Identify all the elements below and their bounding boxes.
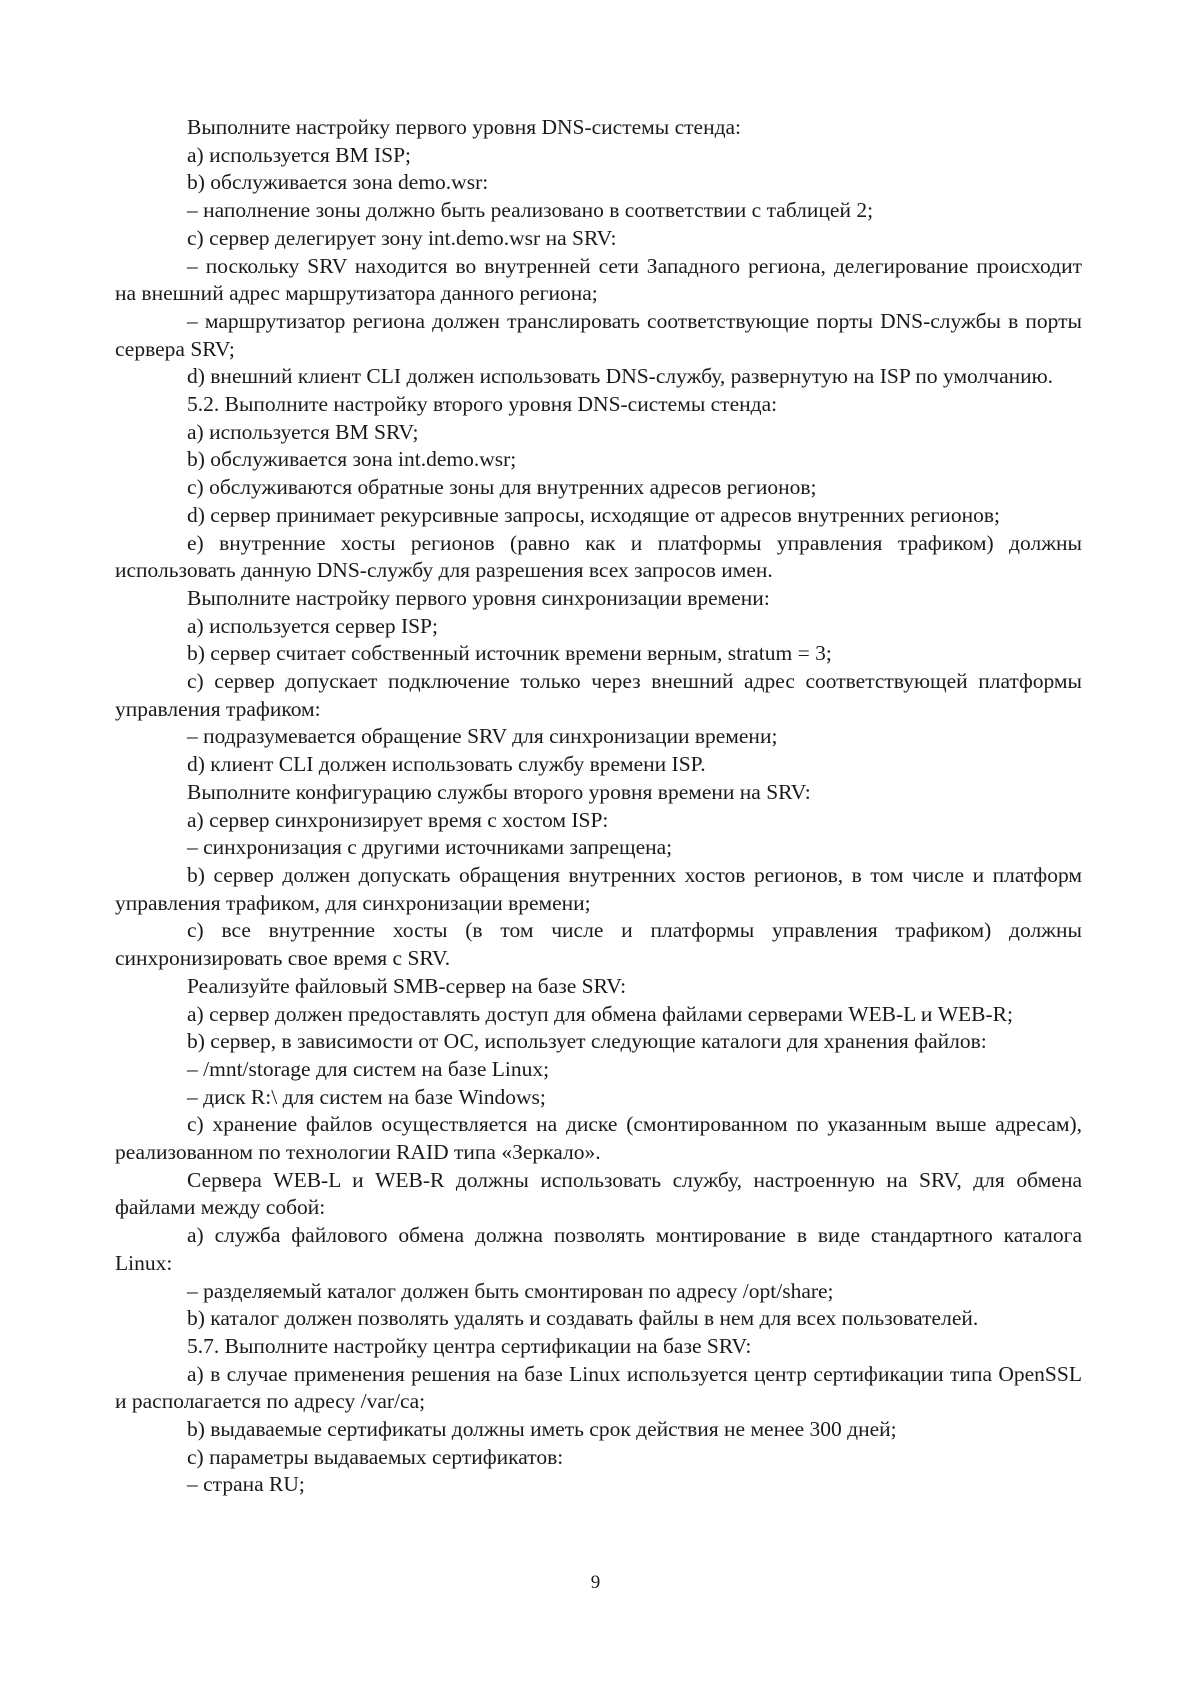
paragraph: Сервера WEB-L и WEB-R должны использовать службу, настроенную на SRV, для обмена файлами между собой: — [115, 1167, 1082, 1220]
list-item: c) все внутренние хосты (в том числе и платформы управления трафиком) должны синхронизировать свое время с SRV. — [115, 918, 1082, 971]
list-item: d) сервер принимает рекурсивные запросы, исходящие от адресов внутренних регионов; — [187, 502, 1000, 527]
list-item: – страна RU; — [187, 1472, 305, 1497]
list-item: b) каталог должен позволять удалять и создавать файлы в нем для всех пользователей. — [187, 1306, 979, 1331]
list-item: a) служба файлового обмена должна позволять монтирование в виде стандартного каталога Linux: — [115, 1223, 1082, 1275]
list-item: – разделяемый каталог должен быть смонтирован по адресу /opt/share; — [187, 1278, 834, 1303]
list-item: d) клиент CLI должен использовать службу времени ISP. — [187, 752, 706, 777]
list-item: e) внутренние хосты регионов (равно как и платформы управления трафиком) должны использовать данную DNS-службу для разрешения всех запросов имен. — [115, 530, 1082, 583]
list-item: – поскольку SRV находится во внутренней сети Западного региона, делегирование происходит на внешний адрес маршрутизатора данного региона; — [115, 253, 1082, 306]
paragraph: Выполните настройку первого уровня синхронизации времени: — [187, 585, 770, 610]
list-item: b) обслуживается зона demo.wsr: — [187, 170, 489, 195]
list-item: – маршрутизатор региона должен транслировать соответствующие порты DNS-службы в порты сервера SRV; — [115, 308, 1082, 361]
list-item: – синхронизация с другими источниками запрещена; — [187, 835, 673, 860]
list-item: c) обслуживаются обратные зоны для внутренних адресов регионов; — [187, 475, 817, 500]
list-item: c) хранение файлов осуществляется на диске (смонтированном по указанным выше адресам), реализованном по технологии RAID типа «Зеркало». — [115, 1112, 1082, 1165]
paragraph: Выполните настройку первого уровня DNS-системы стенда: — [187, 115, 742, 139]
list-item: a) в случае применения решения на базе Linux используется центр сертификации типа OpenSSL и располагается по адресу /var/ca; — [115, 1361, 1082, 1414]
list-item: b) сервер должен допускать обращения внутренних хостов регионов, в том числе и платформ управления трафиком, для синхронизации времени; — [115, 862, 1082, 915]
list-item: a) сервер должен предоставлять доступ для обмена файлами серверами WEB-L и WEB-R; — [187, 1001, 1013, 1026]
list-item: a) сервер синхронизирует время с хостом ISP: — [187, 807, 609, 832]
section-heading: 5.2. Выполните настройку второго уровня DNS-системы стенда: — [187, 392, 778, 417]
list-item: a) используется сервер ISP; — [187, 613, 438, 638]
document-body — [115, 114, 1082, 1499]
paragraph: Реализуйте файловый SMB-сервер на базе SRV: — [187, 973, 627, 998]
list-item: – подразумевается обращение SRV для синхронизации времени; — [187, 724, 778, 749]
page-number: 9 — [590, 1572, 601, 1593]
paragraph: Выполните конфигурацию службы второго уровня времени на SRV: — [187, 779, 811, 804]
list-item: b) обслуживается зона int.demo.wsr; — [187, 447, 517, 472]
list-item: a) используется ВМ SRV; — [187, 419, 419, 444]
list-item: – наполнение зоны должно быть реализовано в соответствии с таблицей 2; — [187, 198, 874, 223]
list-item: c) параметры выдаваемых сертификатов: — [187, 1444, 564, 1469]
list-item: – диск R:\ для систем на базе Windows; — [187, 1084, 546, 1109]
list-item: c) сервер делегирует зону int.demo.wsr на SRV: — [187, 225, 617, 250]
list-item: b) сервер, в зависимости от ОС, использует следующие каталоги для хранения файлов: — [187, 1029, 987, 1054]
section-heading: 5.7. Выполните настройку центра сертификации на базе SRV: — [187, 1333, 752, 1358]
list-item: c) сервер допускает подключение только через внешний адрес соответствующей платформы управления трафиком: — [115, 669, 1082, 721]
list-item: b) выдаваемые сертификаты должны иметь срок действия не менее 300 дней; — [187, 1417, 897, 1442]
list-item: a) используется ВМ ISP; — [187, 142, 412, 167]
list-item: d) внешний клиент CLI должен использовать DNS-службу, развернутую на ISP по умолчанию. — [187, 364, 1054, 389]
list-item: b) сервер считает собственный источник времени верным, stratum = 3; — [187, 641, 832, 666]
list-item: – /mnt/storage для систем на базе Linux; — [187, 1056, 550, 1081]
